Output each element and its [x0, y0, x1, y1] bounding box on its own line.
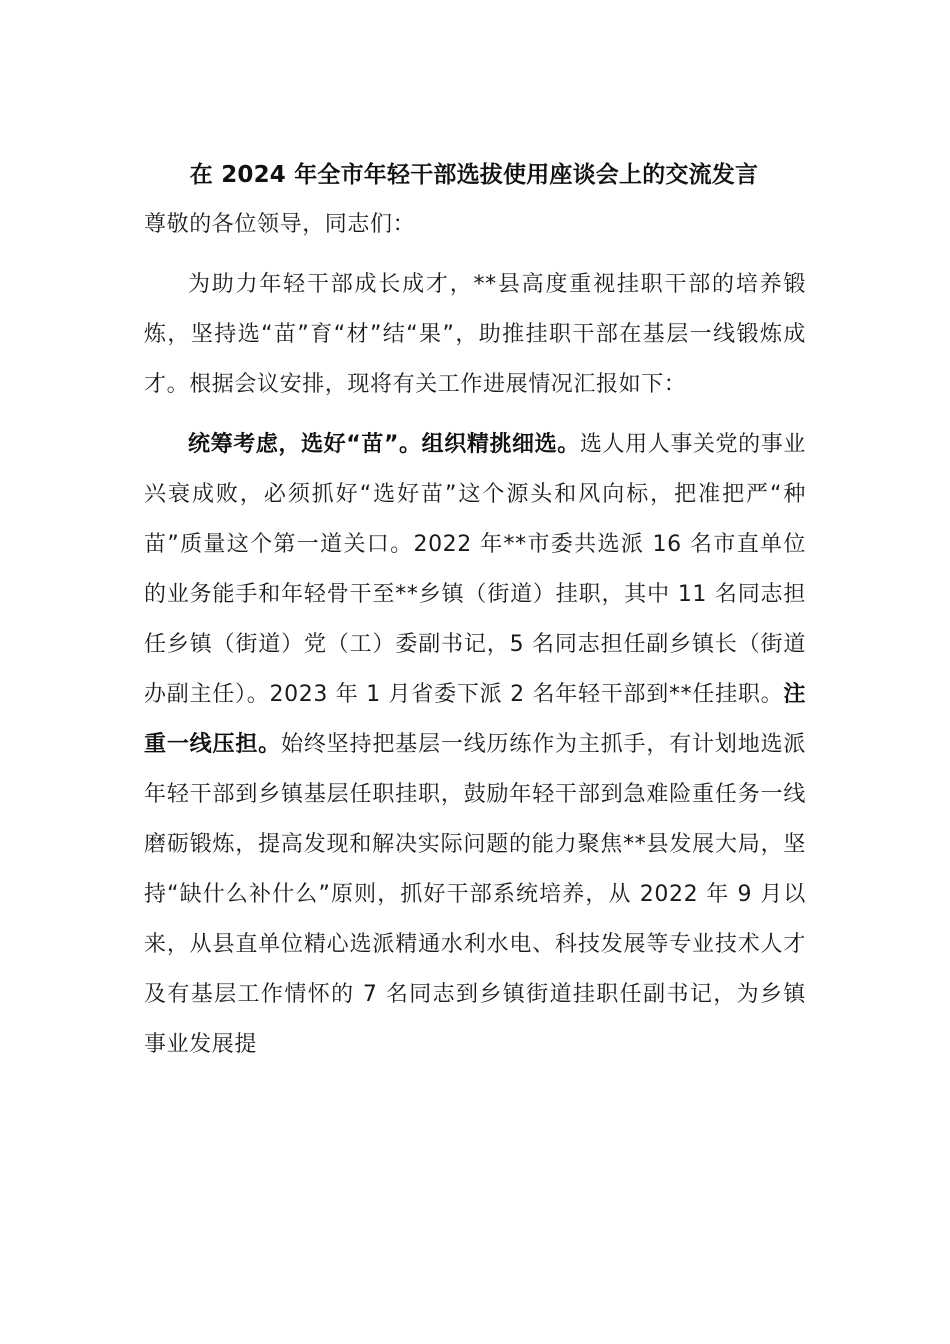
- salutation: 尊敬的各位领导，同志们：: [144, 212, 416, 237]
- paragraph-heading-select: 统筹考虑，选好“苗”。组织精挑细选。: [188, 432, 580, 457]
- paragraph-text-select: 选人用人事关党的事业兴衰成败，必须抓好“选好苗”这个源头和风向标，把准把严“种苗”质量这个第一道关口。2022 年**市委共选派 16 名市直单位的业务能手和年轻骨干至**乡镇（街道）挂职，其中 11 名同志担任乡镇（街道）党（工）委副书记，5 名同志担任副乡镇长（街道办副主任）。2023 年 1 月省委下派 2 名年轻干部到**任挂职。: [144, 432, 806, 707]
- paragraph-text-frontline: 始终坚持把基层一线历练作为主抓手，有计划地选派年轻干部到乡镇基层任职挂职，鼓励年轻干部到急难险重任务一线磨砺锻炼，提高发现和解决实际问题的能力聚焦**县发展大局，坚持“缺什么补什么”原则，抓好干部系统培养，从 2022 年 9 月以来，从县直单位精心选派精通水利水电、科技发展等专业技术人才及有基层工作情怀的 7 名同志到乡镇街道挂职任副书记，为乡镇事业发展提: [144, 732, 806, 1057]
- paragraph-select-seedlings: [144, 420, 806, 1070]
- document-title: 在 2024 年全市年轻干部选拔使用座谈会上的交流发言: [189, 162, 759, 188]
- paragraph-heading-frontline: 注重一线压担。: [144, 682, 806, 757]
- document-page: [144, 150, 806, 1070]
- paragraph-intro: 为助力年轻干部成长成才，**县高度重视挂职干部的培养锻炼，坚持选“苗”育“材”结“果”，助推挂职干部在基层一线锻炼成才。根据会议安排，现将有关工作进展情况汇报如下：: [144, 272, 806, 397]
